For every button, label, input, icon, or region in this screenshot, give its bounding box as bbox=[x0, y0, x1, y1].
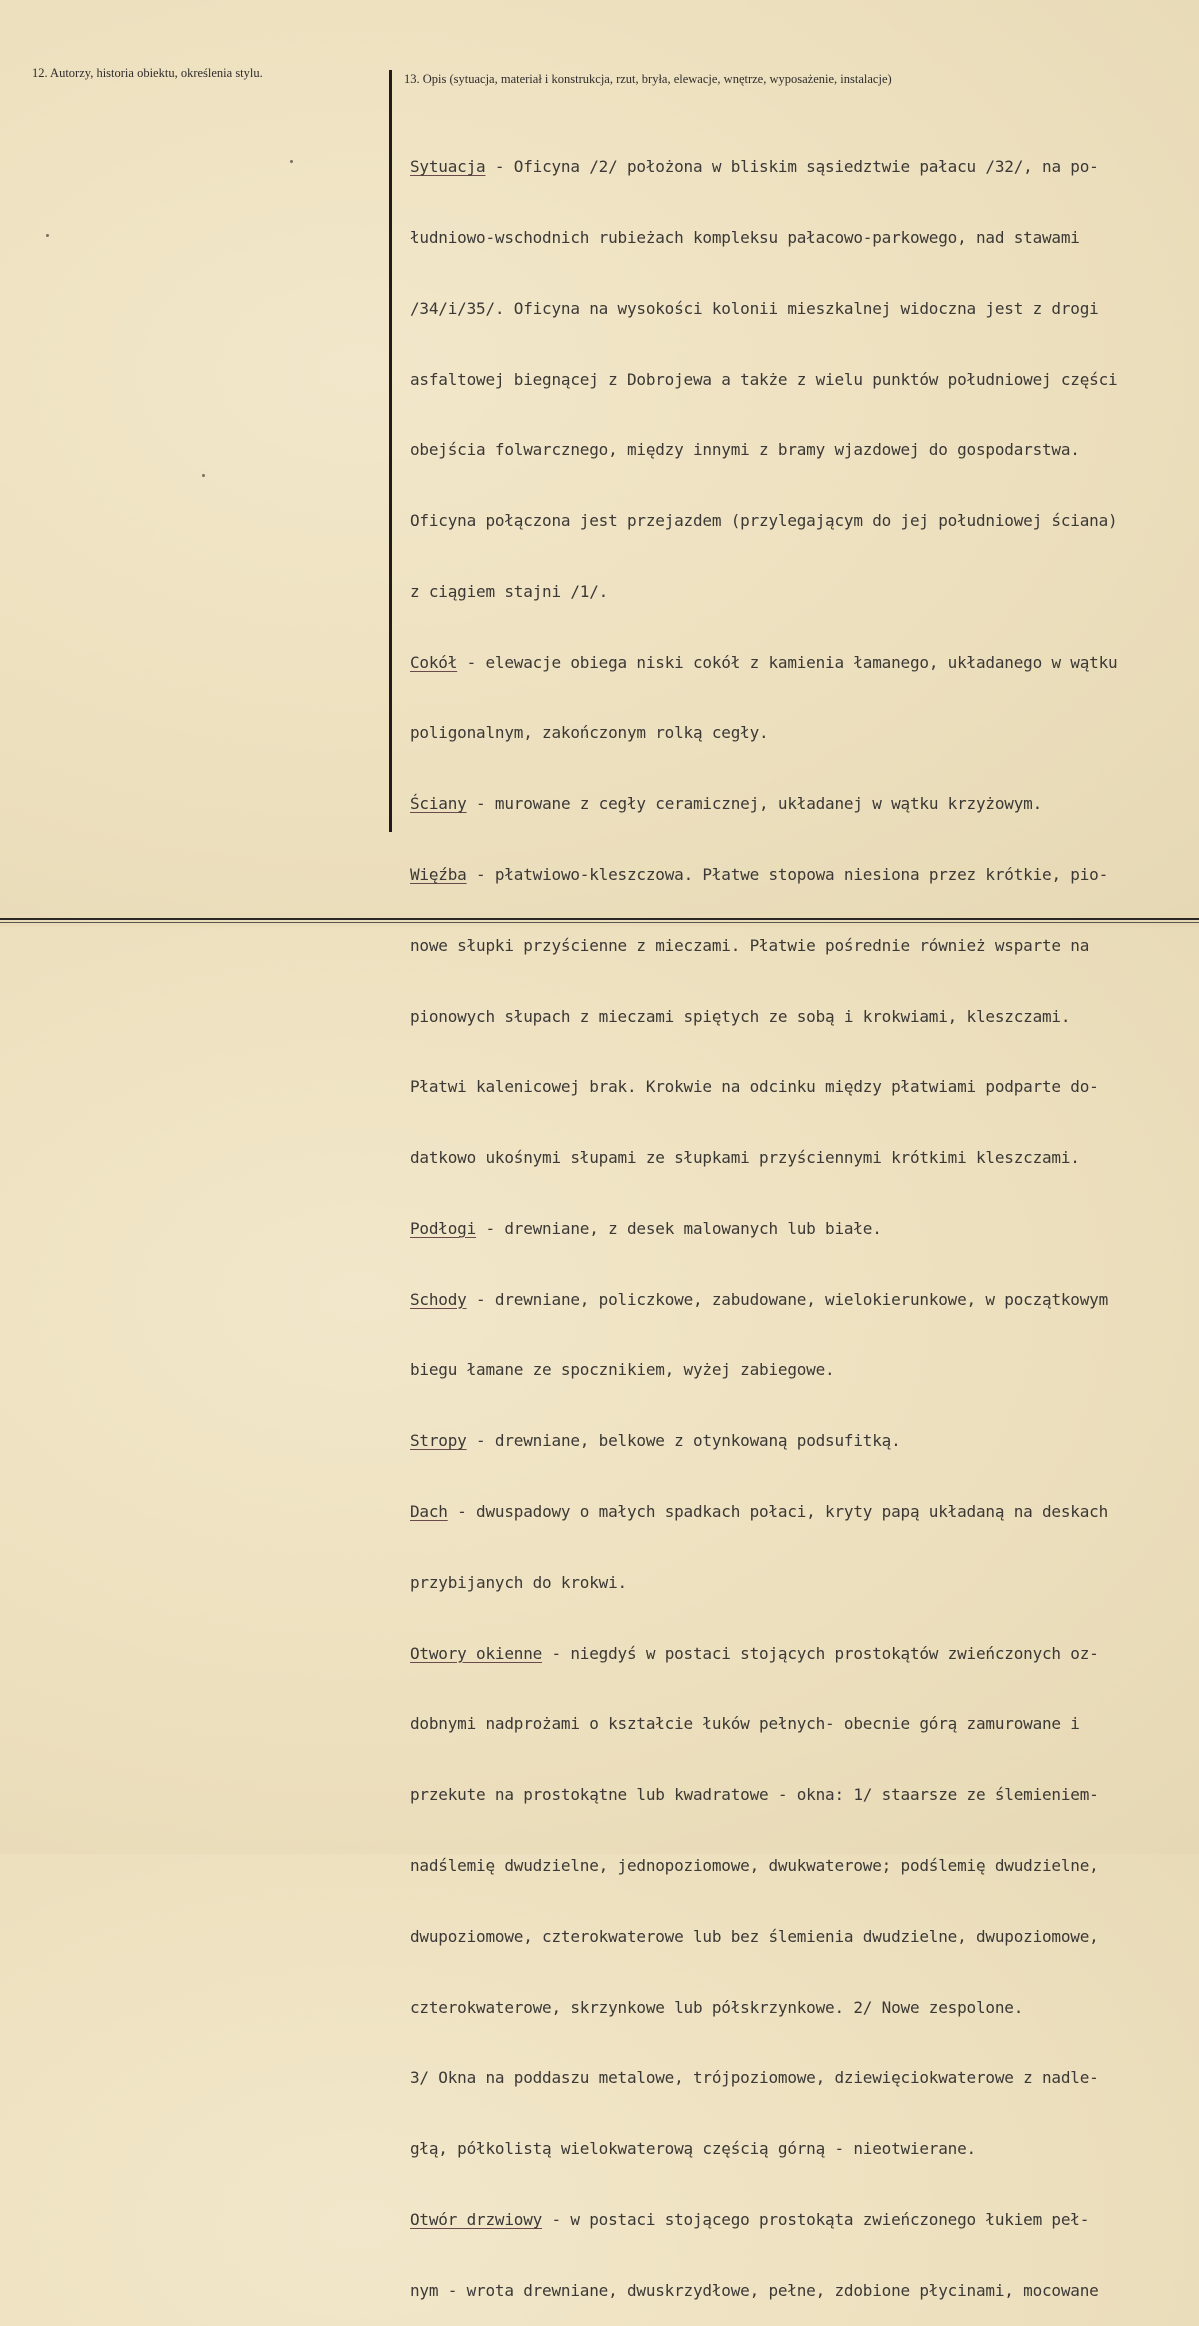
line-text: głą, półkolistą wielokwaterową częścią górną - nieotwierane. bbox=[410, 2139, 976, 2159]
line-text: 3/ Okna na poddaszu metalowe, trójpoziomowe, dziewięciokwaterowe z nadle- bbox=[410, 2068, 1099, 2088]
text-line bbox=[410, 721, 1190, 745]
keyword: Dach bbox=[410, 1502, 448, 1522]
text-line bbox=[410, 934, 1190, 958]
keyword: Stropy bbox=[410, 1431, 467, 1451]
line-text: obejścia folwarcznego, między innymi z bramy wjazdowej do gospodarstwa. bbox=[410, 440, 1080, 460]
line-text: - Oficyna /2/ położona w bliskim sąsiedztwie pałacu /32/, na po- bbox=[485, 157, 1099, 177]
text-line bbox=[410, 1571, 1190, 1595]
line-text: przybijanych do krokwi. bbox=[410, 1572, 627, 1592]
text-line bbox=[410, 1925, 1190, 1949]
line-text: nym - wrota drewniane, dwuskrzydłowe, pełne, zdobione płycinami, mocowane bbox=[410, 2280, 1099, 2300]
right-section-heading: 13. Opis (sytuacja, materiał i konstrukcja, rzut, bryła, elewacje, wnętrze, wyposażenie, instalacje) bbox=[404, 72, 892, 86]
line-text: - elewacje obiega niski cokół z kamienia łamanego, układanego w wątku bbox=[457, 652, 1118, 672]
line-text: dwupoziomowe, czterokwaterowe lub bez ślemienia dwudzielne, dwupoziomowe, bbox=[410, 1926, 1099, 1946]
keyword: Podłogi bbox=[410, 1218, 477, 1238]
line-text: - drewniane, z desek malowanych lub białe. bbox=[476, 1218, 882, 1238]
line-text: Oficyna połączona jest przejazdem (przylegającym do jej południowej ściana) bbox=[410, 511, 1118, 531]
keyword: Więźba bbox=[410, 865, 467, 884]
line-text: dobnymi nadprożami o kształcie łuków pełnych- obecnie górą zamurowane i bbox=[410, 1714, 1080, 1734]
text-line bbox=[410, 651, 1190, 675]
text-line bbox=[410, 438, 1190, 462]
text-line bbox=[410, 1712, 1190, 1736]
line-text: - drewniane, policzkowe, zabudowane, wielokierunkowe, w początkowym bbox=[466, 1289, 1109, 1309]
left-section-heading: 12. Autorzy, historia obiektu, określenia stylu. bbox=[32, 66, 263, 80]
text-line bbox=[410, 2208, 1190, 2232]
text-line bbox=[410, 509, 1190, 533]
line-text: - płatwiowo-kleszczowa. Płatwe stopowa niesiona przez krótkie, pio- bbox=[466, 865, 1109, 884]
line-text: biegu łamane ze spocznikiem, wyżej zabiegowe. bbox=[410, 1360, 835, 1380]
text-line bbox=[410, 580, 1190, 604]
keyword: Sytuacja bbox=[410, 157, 486, 177]
text-line bbox=[410, 155, 1190, 179]
text-line bbox=[410, 1429, 1190, 1453]
line-text: - murowane z cegły ceramicznej, układanej w wątku krzyżowym. bbox=[466, 794, 1043, 814]
text-line bbox=[410, 1146, 1190, 1170]
paper-speck bbox=[202, 474, 205, 477]
text-line bbox=[410, 1854, 1190, 1878]
paper-speck bbox=[46, 234, 49, 237]
text-line bbox=[410, 1996, 1190, 2020]
line-text: - dwuspadowy o małych spadkach połaci, kryty papą układaną na deskach bbox=[447, 1502, 1109, 1522]
line-text: /34/i/35/. Oficyna na wysokości kolonii mieszkalnej widoczna jest z drogi bbox=[410, 298, 1099, 318]
bottom-border-line bbox=[0, 918, 1199, 920]
text-line bbox=[410, 1783, 1190, 1807]
text-line bbox=[410, 2066, 1190, 2090]
line-text: nowe słupki przyścienne z mieczami. Płatwie pośrednie również wsparte na bbox=[410, 935, 1090, 955]
text-line bbox=[410, 226, 1190, 250]
line-text: łudniowo-wschodnich rubieżach kompleksu pałacowo-parkowego, nad stawami bbox=[410, 227, 1080, 247]
keyword: Otwór drzwiowy bbox=[410, 2209, 543, 2229]
text-line bbox=[410, 2137, 1190, 2161]
line-text: - drewniane, belkowe z otynkowaną podsufitką. bbox=[466, 1431, 901, 1451]
text-line bbox=[410, 1500, 1190, 1524]
text-line bbox=[410, 1358, 1190, 1382]
text-line bbox=[410, 2279, 1190, 2303]
line-text: nadślemię dwudzielne, jednopoziomowe, dwukwaterowe; podślemię dwudzielne, bbox=[410, 1855, 1099, 1875]
description-body bbox=[410, 108, 1190, 2326]
line-text: z ciągiem stajni /1/. bbox=[410, 581, 609, 601]
line-text: czterokwaterowe, skrzynkowe lub półskrzynkowe. 2/ Nowe zespolone. bbox=[410, 1997, 1024, 2017]
line-text: asfaltowej biegnącej z Dobrojewa a także z wielu punktów południowej części bbox=[410, 369, 1118, 389]
keyword: Schody bbox=[410, 1289, 467, 1309]
text-line bbox=[410, 863, 1190, 887]
keyword: Cokół bbox=[410, 652, 458, 672]
line-text: - w postaci stojącego prostokąta zwieńczonego łukiem peł- bbox=[542, 2209, 1090, 2229]
text-line bbox=[410, 1288, 1190, 1312]
line-text: datkowo ukośnymi słupami ze słupkami przyściennymi krótkimi kleszczami. bbox=[410, 1148, 1080, 1168]
text-line bbox=[410, 1075, 1190, 1099]
text-line bbox=[410, 1642, 1190, 1666]
line-text: pionowych słupach z mieczami spiętych ze sobą i krokwiami, kleszczami. bbox=[410, 1006, 1071, 1026]
line-text: - niegdyś w postaci stojących prostokątów zwieńczonych oz- bbox=[542, 1643, 1099, 1663]
text-line bbox=[410, 792, 1190, 816]
keyword: Ściany bbox=[410, 794, 467, 814]
text-line bbox=[410, 1217, 1190, 1241]
text-line bbox=[410, 297, 1190, 321]
keyword: Otwory okienne bbox=[410, 1643, 543, 1663]
text-line bbox=[410, 368, 1190, 392]
bottom-border-line-thin bbox=[0, 922, 1199, 923]
line-text: przekute na prostokątne lub kwadratowe - okna: 1/ staarsze ze ślemieniem- bbox=[410, 1785, 1099, 1805]
line-text: Płatwi kalenicowej brak. Krokwie na odcinku między płatwiami podparte do- bbox=[410, 1077, 1099, 1097]
text-line bbox=[410, 1005, 1190, 1029]
column-divider bbox=[389, 70, 392, 832]
paper-speck bbox=[290, 160, 293, 163]
line-text: poligonalnym, zakończonym rolką cegły. bbox=[410, 723, 769, 743]
